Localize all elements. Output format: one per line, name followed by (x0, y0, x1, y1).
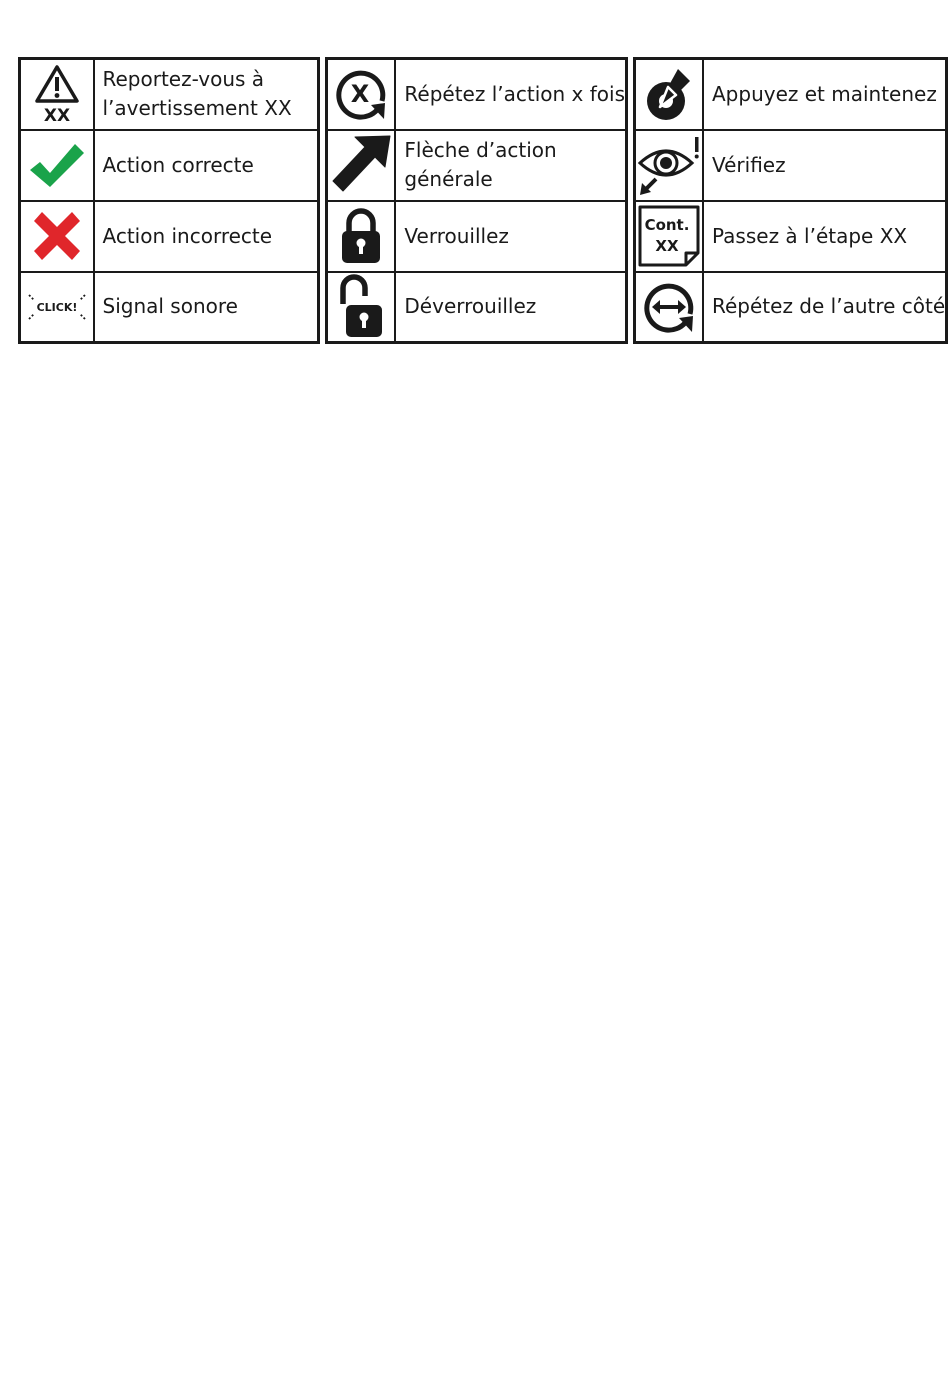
description-line: Déverrouillez (404, 294, 537, 319)
legend-row (20, 59, 319, 130)
icon-cell (635, 59, 704, 130)
legend-description (395, 130, 626, 201)
repeat-x-label: X (350, 80, 370, 109)
description-line: générale (404, 167, 493, 191)
repeat-x-icon (330, 63, 392, 125)
icon-cell (635, 201, 704, 272)
legend-description (703, 59, 947, 130)
description-line: Passez à l’étape XX (712, 223, 908, 248)
legend-description (94, 201, 319, 272)
icon-cell (327, 201, 396, 272)
description-line: Vérifiez (712, 152, 786, 177)
legend-description (94, 59, 319, 130)
icon-cell (635, 272, 704, 343)
continue-label: Cont. (644, 216, 690, 234)
legend-row (635, 59, 947, 130)
legend-description (395, 59, 626, 130)
legend-row (20, 130, 319, 201)
description-line: Répétez l’action x fois (404, 81, 625, 106)
legend-description (395, 201, 626, 272)
warning-xx-label: XX (43, 106, 70, 126)
legend-description (94, 272, 319, 343)
legend-description (395, 272, 626, 343)
repeat-other-side-icon (638, 276, 700, 338)
legend-description (94, 130, 319, 201)
description-line: Action incorrecte (102, 223, 273, 248)
legend-row (327, 201, 627, 272)
legend-description (703, 272, 947, 343)
description-line: Action correcte (102, 152, 254, 177)
unlock-icon (337, 274, 385, 340)
legend-row (635, 130, 947, 201)
warning-xx-icon (32, 63, 82, 125)
legend-row (20, 272, 319, 343)
legend-row (635, 272, 947, 343)
icon-cell (327, 130, 396, 201)
legend-row (20, 201, 319, 272)
symbol-legend-table-1 (18, 57, 320, 344)
arrow-icon (329, 133, 393, 197)
icon-cell (20, 201, 94, 272)
icon-cell (20, 130, 94, 201)
icon-cell (327, 59, 396, 130)
description-line: Signal sonore (102, 294, 238, 319)
check-icon (26, 140, 88, 190)
legend-row (327, 59, 627, 130)
press-hold-icon (638, 63, 700, 125)
lock-icon (339, 206, 383, 266)
click-label: CLICK! (36, 300, 78, 314)
eye-check-icon (636, 133, 702, 197)
legend-row (327, 130, 627, 201)
continue-step-icon (636, 203, 702, 269)
description-line: l’avertissement XX (102, 96, 292, 121)
description-line: Répétez de l’autre côté (712, 294, 946, 319)
icon-cell (20, 59, 94, 130)
description-line: Flèche d’action (404, 138, 557, 162)
symbol-legend-table-3 (633, 57, 948, 344)
description-line: Verrouillez (404, 223, 509, 248)
description-line: Reportez-vous à (102, 67, 265, 92)
symbol-legend-table-2 (325, 57, 628, 344)
legend-row (327, 272, 627, 343)
icon-cell (635, 130, 704, 201)
click-icon (25, 289, 89, 325)
description-line: Appuyez et maintenez (712, 81, 937, 106)
icon-cell (20, 272, 94, 343)
continue-step-label: XX (655, 237, 679, 255)
icon-cell (327, 272, 396, 343)
legend-description (703, 201, 947, 272)
legend-row (635, 201, 947, 272)
legend-description (703, 130, 947, 201)
cross-icon (29, 209, 85, 263)
